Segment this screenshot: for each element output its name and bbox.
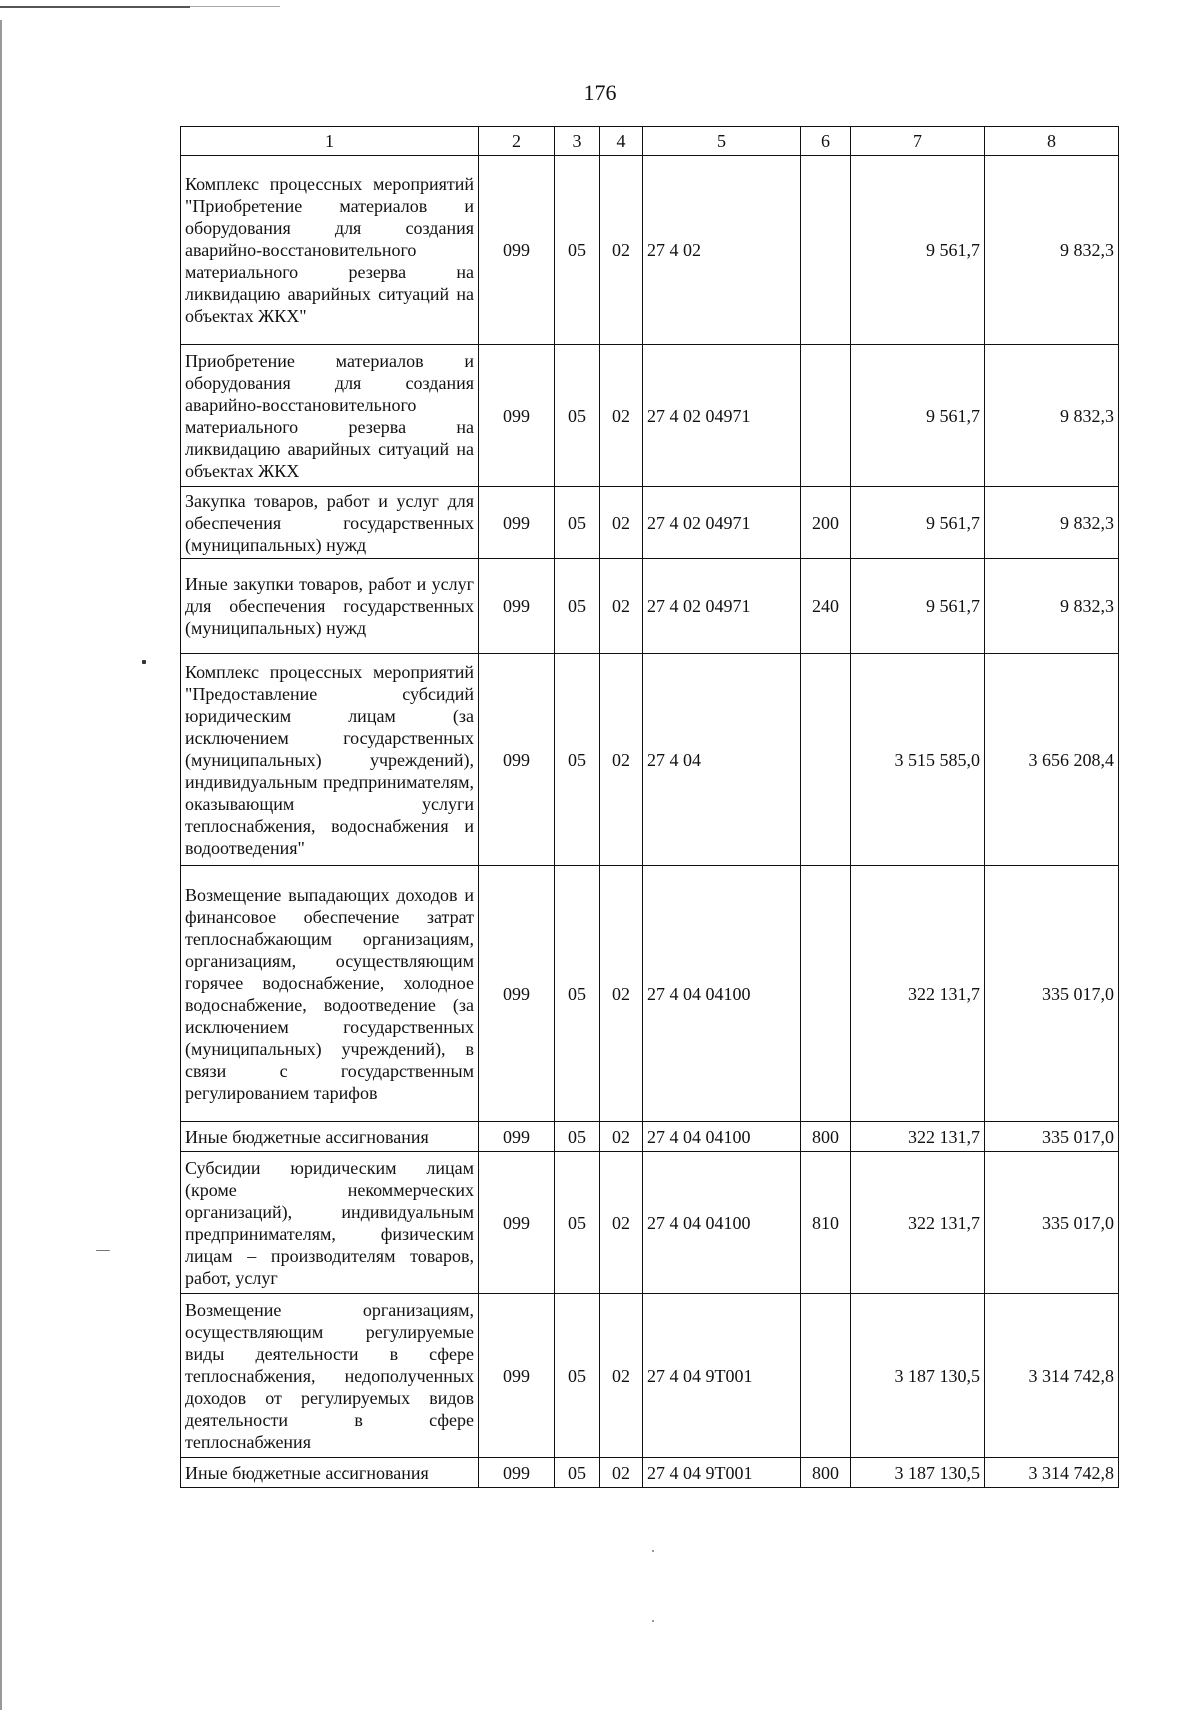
row-name: Комплекс процессных мероприятий "Предоставление субсидий юридическим лицам (за исключением государственных (муниципальных) учреждений), индивидуальным предпринимателям, оказывающим услуги теплоснабжения, водоснабжения и водоотведения" (181, 654, 479, 866)
row-name: Возмещение организациям, осуществляющим регулируемые виды деятельности в сфере теплоснабжения, недополученных доходов от регулируемых видов деятельности в сфере теплоснабжения (181, 1294, 479, 1458)
row-rz: 05 (555, 559, 600, 654)
table-row (181, 156, 1119, 345)
row-sum-year1: 9 561,7 (851, 559, 985, 654)
table-row (181, 866, 1119, 1122)
row-sum-year2: 3 314 742,8 (985, 1458, 1119, 1488)
header-cell: 7 (851, 127, 985, 156)
row-grbs: 099 (479, 345, 555, 487)
header-cell: 6 (801, 127, 851, 156)
row-pr: 02 (600, 654, 643, 866)
row-csr: 27 4 04 04100 (643, 1152, 801, 1294)
row-csr: 27 4 02 04971 (643, 559, 801, 654)
table-header (181, 127, 1119, 156)
table-row (181, 1294, 1119, 1458)
row-name: Субсидии юридическим лицам (кроме некоммерческих организаций), индивидуальным предпринимателям, физическим лицам – производителям товаров, работ, услуг (181, 1152, 479, 1294)
row-csr: 27 4 04 (643, 654, 801, 866)
scan-speck (142, 660, 146, 664)
row-name: Иные бюджетные ассигнования (181, 1122, 479, 1152)
table-row (181, 345, 1119, 487)
row-rz: 05 (555, 487, 600, 559)
row-pr: 02 (600, 866, 643, 1122)
row-grbs: 099 (479, 487, 555, 559)
scan-edge-line-left (0, 20, 2, 1710)
row-csr: 27 4 02 04971 (643, 345, 801, 487)
table-header-row (181, 127, 1119, 156)
row-name: Иные бюджетные ассигнования (181, 1458, 479, 1488)
header-cell: 1 (181, 127, 479, 156)
scan-speck (652, 1550, 654, 1552)
row-sum-year2: 3 656 208,4 (985, 654, 1119, 866)
row-vr: 200 (801, 487, 851, 559)
row-rz: 05 (555, 345, 600, 487)
row-vr (801, 866, 851, 1122)
row-grbs: 099 (479, 866, 555, 1122)
table-row (181, 654, 1119, 866)
row-sum-year1: 9 561,7 (851, 345, 985, 487)
page-number: 176 (583, 80, 617, 105)
row-grbs: 099 (479, 654, 555, 866)
row-grbs: 099 (479, 1458, 555, 1488)
budget-table (180, 126, 1119, 1488)
row-rz: 05 (555, 866, 600, 1122)
row-pr: 02 (600, 1458, 643, 1488)
scan-edge-line-top (0, 6, 190, 8)
row-grbs: 099 (479, 156, 555, 345)
row-sum-year1: 322 131,7 (851, 866, 985, 1122)
row-sum-year1: 3 515 585,0 (851, 654, 985, 866)
row-vr: 800 (801, 1458, 851, 1488)
row-sum-year1: 3 187 130,5 (851, 1294, 985, 1458)
row-csr: 27 4 02 04971 (643, 487, 801, 559)
row-rz: 05 (555, 156, 600, 345)
row-vr: 800 (801, 1122, 851, 1152)
table-row (181, 1152, 1119, 1294)
row-sum-year2: 335 017,0 (985, 866, 1119, 1122)
row-sum-year2: 9 832,3 (985, 487, 1119, 559)
row-csr: 27 4 04 9Т001 (643, 1294, 801, 1458)
row-pr: 02 (600, 1294, 643, 1458)
row-csr: 27 4 04 04100 (643, 1122, 801, 1152)
row-pr: 02 (600, 559, 643, 654)
table-row (181, 487, 1119, 559)
row-csr: 27 4 02 (643, 156, 801, 345)
row-rz: 05 (555, 1152, 600, 1294)
row-vr (801, 156, 851, 345)
row-sum-year1: 322 131,7 (851, 1122, 985, 1152)
row-pr: 02 (600, 487, 643, 559)
header-cell: 4 (600, 127, 643, 156)
row-sum-year1: 9 561,7 (851, 156, 985, 345)
row-vr (801, 654, 851, 866)
row-sum-year2: 9 832,3 (985, 156, 1119, 345)
row-pr: 02 (600, 1152, 643, 1294)
scan-speck (652, 1620, 654, 1622)
row-vr (801, 345, 851, 487)
row-grbs: 099 (479, 1152, 555, 1294)
row-grbs: 099 (479, 1122, 555, 1152)
header-cell: 5 (643, 127, 801, 156)
row-csr: 27 4 04 04100 (643, 866, 801, 1122)
row-name: Иные закупки товаров, работ и услуг для обеспечения государственных (муниципальных) нужд (181, 559, 479, 654)
header-cell: 8 (985, 127, 1119, 156)
row-name: Закупка товаров, работ и услуг для обеспечения государственных (муниципальных) нужд (181, 487, 479, 559)
table-row (181, 1122, 1119, 1152)
row-pr: 02 (600, 156, 643, 345)
row-pr: 02 (600, 1122, 643, 1152)
header-cell: 3 (555, 127, 600, 156)
row-sum-year1: 3 187 130,5 (851, 1458, 985, 1488)
scan-edge-line-top-faint (190, 6, 280, 7)
row-rz: 05 (555, 1294, 600, 1458)
row-sum-year1: 322 131,7 (851, 1152, 985, 1294)
row-vr: 810 (801, 1152, 851, 1294)
row-rz: 05 (555, 654, 600, 866)
row-grbs: 099 (479, 1294, 555, 1458)
row-sum-year2: 335 017,0 (985, 1122, 1119, 1152)
row-sum-year2: 9 832,3 (985, 559, 1119, 654)
row-vr: 240 (801, 559, 851, 654)
row-vr (801, 1294, 851, 1458)
row-grbs: 099 (479, 559, 555, 654)
table-body (181, 156, 1119, 1488)
row-sum-year2: 335 017,0 (985, 1152, 1119, 1294)
header-cell: 2 (479, 127, 555, 156)
row-rz: 05 (555, 1122, 600, 1152)
row-sum-year2: 9 832,3 (985, 345, 1119, 487)
row-name: Возмещение выпадающих доходов и финансовое обеспечение затрат теплоснабжающим организациям, организациям, осуществляющим горячее водоснабжение, холодное водоснабжение, водоотведение (за исключением государственных (муниципальных) учреждений), в связи с государственным регулированием тарифов (181, 866, 479, 1122)
row-sum-year1: 9 561,7 (851, 487, 985, 559)
row-pr: 02 (600, 345, 643, 487)
row-sum-year2: 3 314 742,8 (985, 1294, 1119, 1458)
scan-speck (96, 1250, 110, 1251)
row-rz: 05 (555, 1458, 600, 1488)
row-name: Комплекс процессных мероприятий "Приобретение материалов и оборудования для создания аварийно-восстановительного материального резерва на ликвидацию аварийных ситуаций на объектах ЖКХ" (181, 156, 479, 345)
table-row (181, 559, 1119, 654)
row-csr: 27 4 04 9Т001 (643, 1458, 801, 1488)
row-name: Приобретение материалов и оборудования для создания аварийно-восстановительного материального резерва на ликвидацию аварийных ситуаций на объектах ЖКХ (181, 345, 479, 487)
table-row (181, 1458, 1119, 1488)
